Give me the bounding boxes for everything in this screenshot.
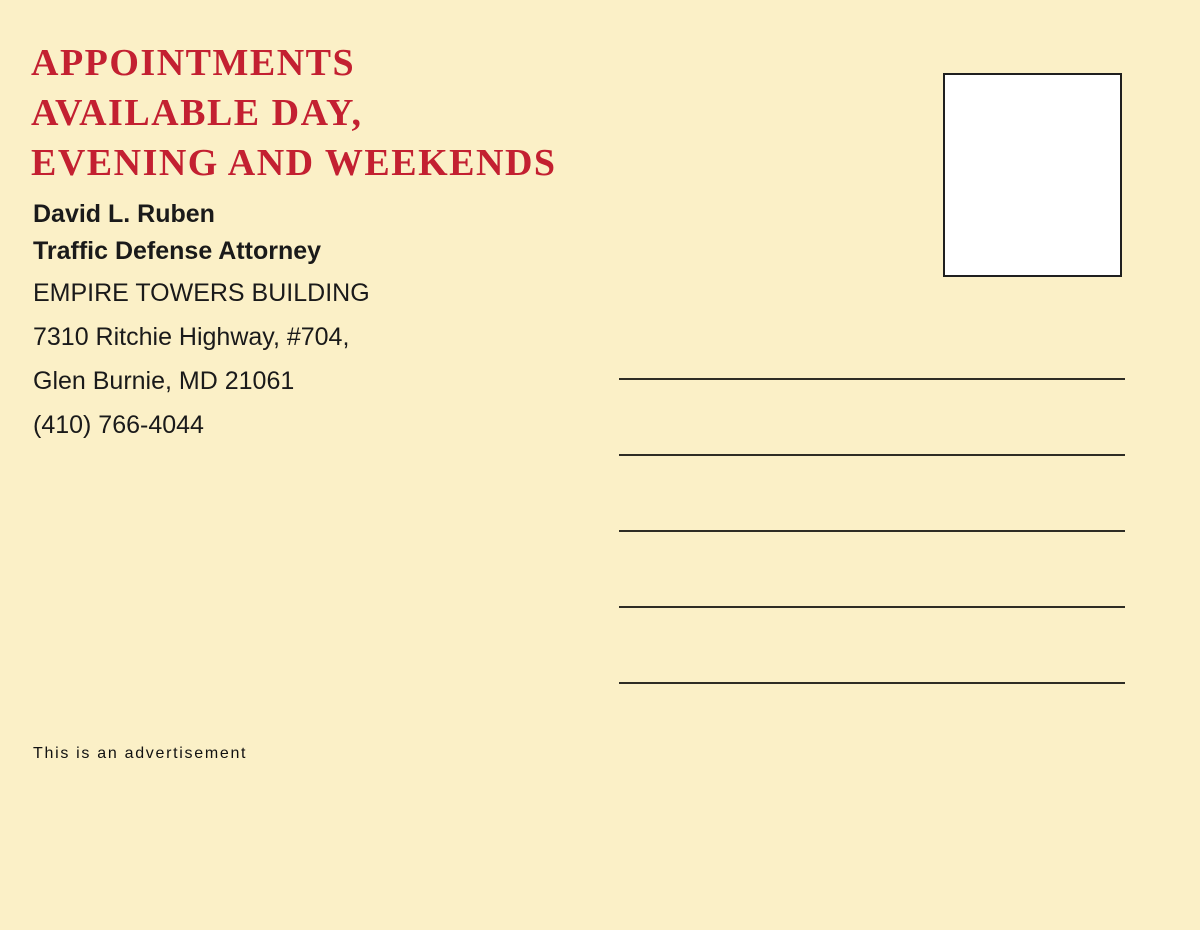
attorney-name: David L. Ruben — [33, 200, 215, 228]
address-line — [619, 378, 1125, 380]
attorney-info — [33, 196, 321, 270]
address-street: 7310 Ritchie Highway, #704, — [33, 323, 350, 351]
headline-line: APPOINTMENTS — [31, 42, 356, 84]
address-line — [619, 454, 1125, 456]
stamp-box — [943, 73, 1122, 277]
recipient-address-lines — [619, 378, 1125, 684]
headline-line: AVAILABLE DAY, — [31, 92, 363, 134]
address-building: EMPIRE TOWERS BUILDING — [33, 279, 370, 307]
office-address — [33, 271, 370, 447]
address-city: Glen Burnie, MD 21061 — [33, 367, 295, 395]
advertisement-disclaimer: This is an advertisement — [33, 745, 248, 762]
headline — [31, 38, 557, 188]
address-line — [619, 530, 1125, 532]
address-line — [619, 606, 1125, 608]
attorney-title: Traffic Defense Attorney — [33, 237, 322, 265]
address-line — [619, 682, 1125, 684]
headline-line: EVENING AND WEEKENDS — [31, 142, 557, 184]
address-phone: (410) 766-4044 — [33, 411, 204, 439]
